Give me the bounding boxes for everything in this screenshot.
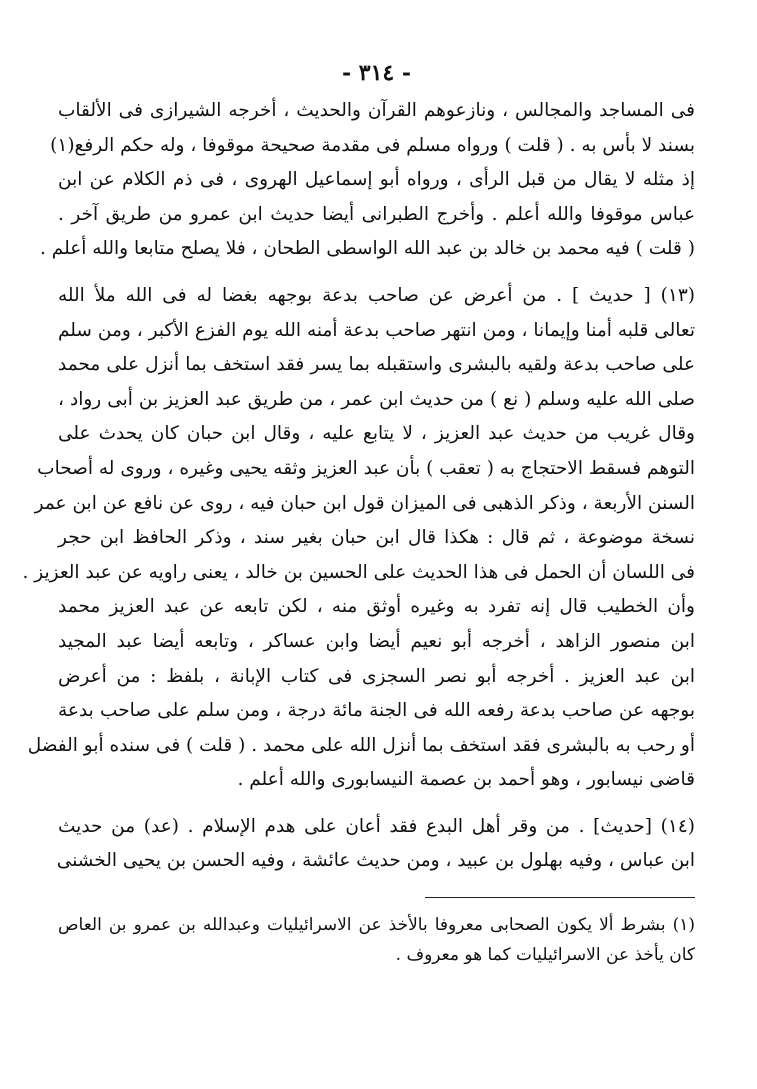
text-line: فى اللسان أن الحمل فى هذا الحديث على الحسين بن خالد ، يعنى راويه عن عبد العزيز .: [22, 561, 695, 583]
text-line: صلى الله عليه وسلم ( نع ) من حديث ابن عمر ، من طريق عبد العزيز بن أبى رواد ،: [58, 388, 695, 410]
footnote: [58, 910, 695, 970]
paragraph-1: [40, 94, 695, 267]
footnote-line: (١) بشرط ألا يكون الصحابى معروفا بالأخذ عن الاسرائيليات وعبدالله بن عمرو بن العاص: [58, 915, 695, 936]
text-line: على صاحب بدعة ولقيه بالبشرى واستقبله بما يسر فقد استخف بما أنزل على محمد: [58, 354, 695, 376]
page-number: - ٣١٤ -: [341, 60, 412, 86]
text-line: ( قلت ) فيه محمد بن خالد بن عبد الله الواسطى الطحان ، فلا يصلح متابعا والله أعلم .: [40, 238, 695, 260]
text-line: وأن الخطيب قال إنه تفرد به وغيره أوثق منه ، لكن تابعه عن عبد العزيز محمد: [58, 596, 695, 618]
text-line: ابن عبد العزيز . أخرجه أبو نصر السجزى فى كتاب الإبانة ، بلفظ : من أعرض: [58, 665, 695, 687]
text-line: بسند لا بأس به . ( قلت ) ورواه مسلم فى مقدمة صحيحة موقوفا ، وله حكم الرفع(١): [50, 134, 695, 156]
text-line: إذ مثله لا يقال من قبل الرأى ، ورواه أبو إسماعيل الهروى ، فى ذم الكلام عن ابن: [58, 169, 695, 191]
text-line: قاضى نيسابور ، وهو أحمد بن عصمة النيسابورى والله أعلم .: [237, 769, 695, 791]
text-line: السنن الأربعة ، وذكر الذهبى فى الميزان قول ابن حبان فيه ، روى عن نافع عن ابن عمر: [34, 492, 695, 514]
paragraph-hadith-14: [58, 810, 695, 879]
paragraph-hadith-13: [22, 279, 695, 798]
paragraph-gap: [58, 267, 695, 279]
text-line: بوجهه عن صاحب بدعة رفعه الله فى الجنة مائة درجة ، ومن سلم على صاحب بدعة: [58, 700, 695, 722]
text-line: ابن عباس ، وفيه بهلول بن عبيد ، ومن حديث عائشة ، وفيه الحسن بن يحيى الخشنى: [56, 850, 695, 872]
text-line: (١٣) [ حديث ] . من أعرض عن صاحب بدعة بوجهه بغضا له فى الله ملأ الله: [58, 284, 695, 306]
text-line: أو رحب به بالبشرى فقد استخف بما أنزل الله على محمد . ( قلت ) فى سنده أبو الفضل: [27, 734, 695, 756]
paragraph-gap: [58, 798, 695, 810]
text-line: التوهم فسقط الاحتجاج به ( تعقب ) بأن عبد العزيز وثقه يحيى وغيره ، وروى له أصحاب: [37, 457, 695, 479]
text-line: نسخة موضوعة ، ثم قال : هكذا قال ابن حبان بغير سند ، وذكر الحافظ ابن حجر: [58, 527, 695, 549]
text-line: ابن منصور الزاهد ، أخرجه أبو نعيم أيضا وابن عساكر ، وتابعه أيضا عبد المجيد: [58, 630, 695, 652]
text-line: عباس موقوفا والله أعلم . وأخرج الطبرانى أيضا حديث ابن عمرو من طريق آخر .: [58, 203, 695, 225]
text-line: وقال غريب من حديث عبد العزيز ، لا يتابع عليه ، وقال ابن حبان كان يحدث على: [58, 423, 695, 445]
text-line: فى المساجد والمجالس ، ونازعوهم القرآن والحديث ، أخرجه الشيرازى فى الألقاب: [58, 100, 695, 121]
text-line: تعالى قلبه أمنا وإيمانا ، ومن انتهر صاحب بدعة أمنه الله يوم الفزع الأكبر ، ومن سلم: [58, 319, 695, 341]
footnote-divider: [425, 897, 695, 898]
text-line: (١٤) [حديث] . من وقر أهل البدع فقد أعان على هدم الإسلام . (عد) من حديث: [58, 815, 695, 837]
footnote-line: كان يأخذ عن الاسرائيليات كما هو معروف .: [395, 945, 695, 966]
